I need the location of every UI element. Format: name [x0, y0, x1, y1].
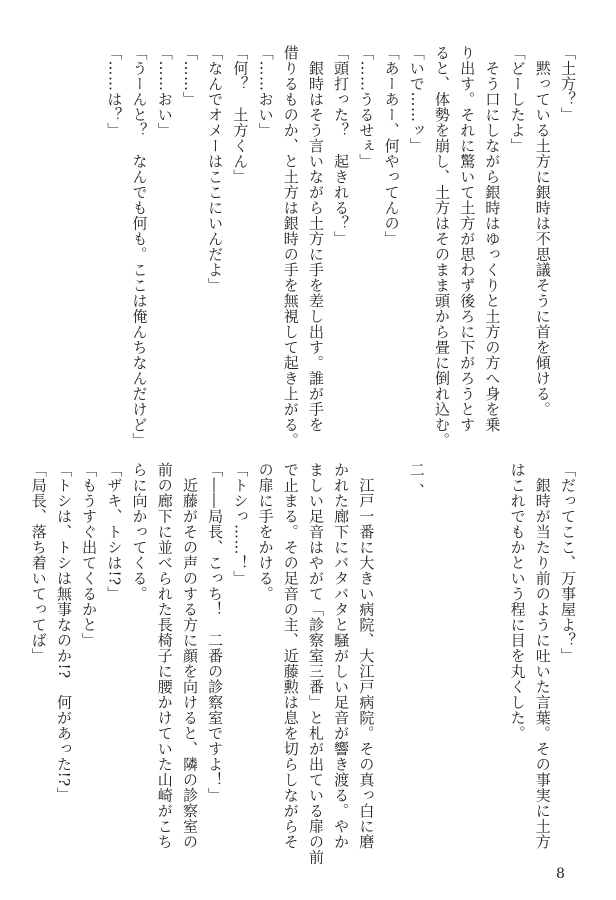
- lower-text-block: [20, 462, 580, 865]
- upper-text-line: 「どーしたよ」: [508, 45, 527, 154]
- upper-text-line: り出す。それに驚いて土方が思わず後ろに下がろうとす: [458, 45, 477, 433]
- lower-text-line: 「トシっ……！」: [231, 462, 250, 586]
- upper-text-block: [20, 45, 580, 448]
- page-number: 8: [556, 866, 565, 882]
- upper-text-line: そう口にしながら銀時はゆっくりと土方の方へ身を乗: [483, 45, 502, 433]
- lower-text-line: 近藤がその声のする方に顔を向けると、隣の診察室の: [180, 462, 199, 850]
- lower-text-line: [429, 462, 454, 862]
- lower-text-line: の扉に手をかける。: [256, 462, 275, 602]
- lower-text-line: 「ザキ、トシは!?」: [105, 462, 124, 602]
- lower-text-line: 銀時が当たり前のように吐いた言葉。その事実に土方: [533, 462, 552, 850]
- upper-text-line: 「……」: [180, 45, 199, 107]
- lower-text-line: かれた廊下にバタバタと騒がしい足音が響き渡る。やか: [332, 462, 351, 850]
- lower-text-line: 「だってここ、万事屋よ？」: [559, 462, 577, 664]
- upper-text-line: 「うーんと？ なんでも何も。ここは俺んちなんだけど」: [130, 45, 149, 448]
- upper-text-line: 借りるものか、と土方は銀時の手を無視して起き上がる。: [281, 45, 300, 448]
- lower-text-line: 「もうすぐ出てくるかと」: [80, 462, 99, 648]
- upper-text-line: ると、体勢を崩し、土方はそのまま頭から畳に倒れ込む。: [432, 45, 451, 448]
- lower-text-line: [479, 462, 504, 862]
- lower-text-line: 「局長、落ち着いてってば」: [29, 462, 48, 664]
- upper-text-line: 「……うるせぇ」: [357, 45, 376, 169]
- lower-text-line: らに向かってくる。: [130, 462, 149, 602]
- upper-text-line: 「……おい」: [256, 45, 275, 138]
- upper-text-line: 「あーあー、何やってんの」: [382, 45, 401, 247]
- lower-text-line: 二、: [407, 462, 426, 504]
- upper-text-line: 「頭打った？ 起きれる？」: [332, 45, 351, 247]
- upper-text-line: 「……は？」: [105, 45, 124, 138]
- upper-text-line: 「土方？」: [559, 45, 577, 123]
- upper-text-line: 黙っている土方に銀時は不思議そうに首を傾ける。: [533, 45, 552, 417]
- lower-text-line: [454, 462, 479, 862]
- lower-text-line: 前の廊下に並べられた長椅子に腰かけていた山崎がこち: [155, 462, 174, 850]
- lower-text-line: で止まる。その足音の主、近藤勲は息を切らしながらそ: [281, 462, 300, 850]
- lower-text-line: ましい足音はやがて「診察室三番」と札が出ている扉の前: [306, 462, 325, 865]
- lower-text-line: 「――局長、こっち！ 二番の診察室ですよ！」: [206, 462, 225, 803]
- lower-text-line: 江戸一番に大きい病院、大江戸病院。その真っ白に磨: [357, 462, 376, 850]
- upper-text-line: 「なんでオメーはここにいんだよ」: [206, 45, 225, 293]
- upper-text-line: 「いで……ッ」: [407, 45, 426, 154]
- upper-text-line: 「何？ 土方くん」: [231, 45, 250, 185]
- lower-text-line: はこれでもかという程に目を丸くした。: [508, 462, 527, 741]
- lower-text-line: [378, 462, 403, 862]
- upper-text-line: 銀時はそう言いながら土方に手を差し出す。誰が手を: [306, 45, 325, 433]
- upper-text-line: 「……おい」: [155, 45, 174, 138]
- lower-text-line: 「トシは、トシは無事なのか!? 何があった!?」: [54, 462, 73, 803]
